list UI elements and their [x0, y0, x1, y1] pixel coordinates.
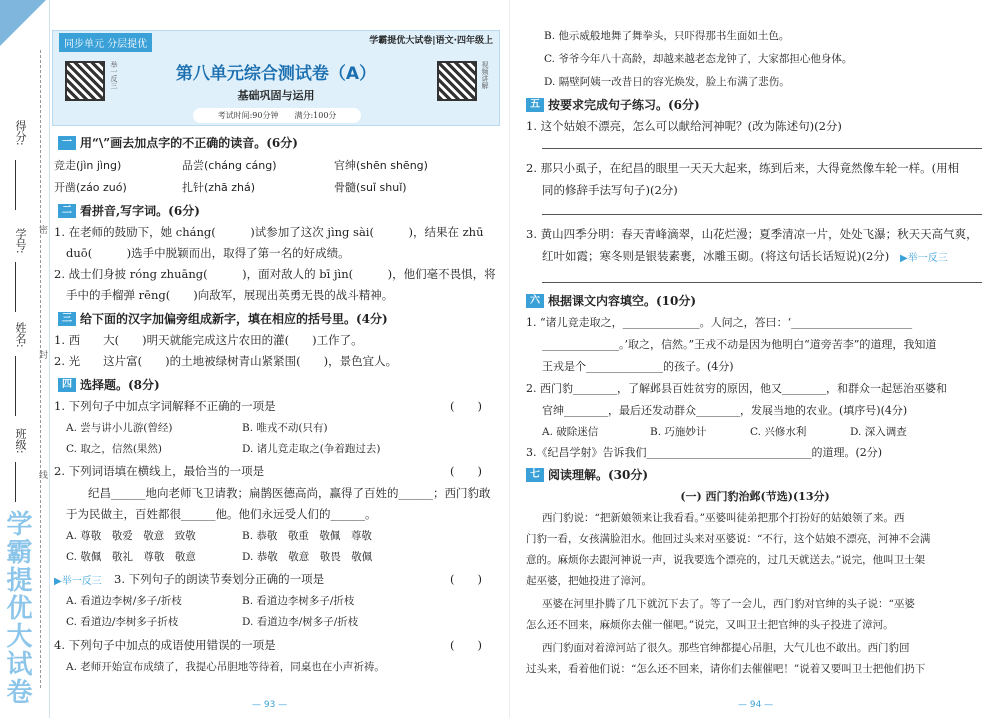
option: B. 看道边李树多子/折枝: [242, 595, 355, 607]
section-6-heading: 六 根据课文内容填空。(10分): [526, 292, 696, 309]
binding-spine: [0, 0, 50, 718]
section-2-heading: 二 看拼音,写字词。(6分): [58, 202, 200, 219]
pinyin-item: 竞走(jìn jìng): [54, 159, 122, 172]
series-vertical-title: 学霸提优大试卷: [2, 510, 32, 706]
option: D. 深入调查: [850, 426, 907, 438]
option: C. 取之，信然(果然): [66, 443, 163, 455]
name-line: [15, 356, 16, 416]
section-1-heading: 一 用“\”画去加点字的不正确的读音。(6分): [58, 134, 298, 151]
passage-line: 西门豹说：“把新娘领来让我看看。”巫婆叫徒弟把那个打扮好的姑娘领了来。西: [542, 512, 905, 524]
section-3-heading: 三 给下面的汉字加偏旁组成新字，填在相应的括号里。(4分): [58, 310, 388, 327]
question-stem: 3.《纪昌学射》告诉我们______________________________的道理。(2分): [526, 446, 883, 459]
unit-tag: 同步单元 分层提优: [59, 33, 152, 52]
question-stem: 1. 这个姑娘不漂亮，怎么可以献给河神呢？(改为陈述句)(2分): [526, 119, 842, 133]
class-label: 班级:: [14, 428, 27, 454]
question-line: 于为民做主，百姓都很______他。他们永远受人们的______。: [66, 507, 377, 521]
qr-right-caption: 视频讲解: [481, 61, 489, 89]
question-line: 王戎是个______________的孩子。(4分): [542, 360, 734, 373]
test-subtitle: 基础巩固与运用: [237, 89, 315, 102]
question-line: 2. 光 这片富( )的土地被绿树青山紧紧围( )，景色宜人。: [54, 354, 398, 368]
answer-paren[interactable]: ( ): [450, 638, 482, 652]
score-line: [15, 160, 16, 210]
question-stem: 1. “诸儿竞走取之，______________。人问之，答曰：‘______________________: [526, 316, 913, 329]
option: A. 尝与讲小儿游(曾经): [66, 422, 173, 434]
practice-tag: ▶举一反三: [54, 576, 102, 587]
right-page: [520, 0, 990, 718]
question-stem: 4. 下列句子中加点的成语使用错误的一项是: [54, 638, 276, 652]
option: B. 唯戎不动(只有): [242, 422, 328, 434]
left-page: [52, 0, 500, 718]
question-line: ______________。’取之，信然。”王戎不动是因为他明白“道旁苦李”的道理，我知道: [542, 338, 937, 351]
question-stem: 3. 黄山四季分明：春天青峰滴翠，山花烂漫；夏季清凉一片，处处飞瀑；秋天天高气爽，: [526, 227, 978, 241]
passage-line: 意的。麻烦你去跟河神说一声，说我要选个漂亮的，过几天就送去。”说完，他叫卫士架: [526, 554, 926, 566]
series-label: 学霸提优大试卷|语文·四年级上: [369, 36, 493, 46]
answer-paren[interactable]: ( ): [450, 572, 482, 586]
question-line: 纪昌______地向老师飞卫请教；扁鹊医德高尚，赢得了百姓的______；西门豹敢: [88, 486, 491, 500]
class-line: [15, 462, 16, 502]
option: B. 巧施妙计: [650, 426, 707, 438]
pinyin-item: 官绅(shēn shēng): [334, 159, 428, 172]
question-stem: 3. 下列句子的朗读节奏划分正确的一项是: [114, 572, 325, 586]
question-line: 1. 在老师的鼓励下，她 cháng( )试参加了这次 jìng sài( )，结果在 zhū: [54, 225, 484, 239]
option: A. 尊敬 敬爱 敬意 致敬: [66, 530, 196, 542]
question-line: duō( )选手中脱颖而出，取得了第一名的好成绩。: [66, 246, 350, 260]
question-line: 手中的手榴弹 rēng( )向敌军，展现出英勇无畏的战斗精神。: [66, 288, 394, 302]
question-line: 官绅________，最后还发动群众________，发展当地的农业。(填序号)(4分): [542, 404, 908, 417]
option: B. 恭敬 敬重 敬佩 尊敬: [242, 530, 372, 542]
option: D. 恭敬 敬意 敬畏 敬佩: [242, 551, 373, 563]
option: C. 看道边/李树多子折枝: [66, 616, 179, 628]
seal-char-1: 密: [37, 225, 47, 234]
option: C. 爷爷今年八十高龄，却越来越老态龙钟了，大家都担心他身体。: [544, 53, 853, 65]
passage-line: 过头来，看着他们说：“怎么还不回来，请你们去催催吧！”说着又要叫卫士把他们扔下: [526, 663, 926, 675]
option: C. 兴修水利: [750, 426, 807, 438]
name-label: 姓名:: [14, 322, 27, 348]
cut-line: [40, 50, 41, 688]
option: B. 他示威般地舞了舞拳头，只吓得那书生面如土色。: [544, 30, 790, 42]
question-line: 红叶如霞；寒冬则是银装素裹，冰雕玉砌。(将这句话长话短说)(2分): [542, 249, 890, 263]
pinyin-item: 扎针(zhā zhá): [182, 181, 256, 194]
reading-title: (一) 西门豹治邺(节选)(13分): [680, 490, 830, 503]
page-number: — 94 —: [738, 700, 774, 710]
pinyin-item: 品尝(cháng cáng): [182, 159, 277, 172]
pinyin-item: 骨髓(suǐ shuǐ): [334, 181, 407, 194]
answer-line[interactable]: [542, 282, 982, 283]
student-id-line: [15, 262, 16, 312]
qr-left-caption: 举一反三: [110, 61, 118, 89]
page-divider: [509, 0, 510, 718]
page-number: — 93 —: [252, 700, 288, 710]
question-line: 2. 战士们身披 róng zhuāng( )，面对敌人的 bī jìn( )，他们毫不畏惧，将: [54, 267, 496, 281]
option: A. 老师开始宣布成绩了，我提心吊胆地等待着，同桌也在小声祈祷。: [66, 661, 385, 673]
section-5-heading: 五 按要求完成句子练习。(6分): [526, 96, 700, 113]
pinyin-item: 开凿(záo zuó): [54, 181, 127, 194]
answer-line[interactable]: [542, 148, 982, 149]
passage-line: 西门豹面对着漳河站了很久。那些官绅都提心吊胆，大气儿也不敢出。西门豹回: [542, 642, 910, 654]
option: C. 敬佩 敬礼 尊敬 敬意: [66, 551, 196, 563]
answer-line[interactable]: [542, 214, 982, 215]
passage-line: 怎么还不回来，麻烦你去催一催吧。”说完，又叫卫士把官绅的头子投进了漳河。: [526, 619, 894, 631]
option: D. 看道边李/树多子/折枝: [242, 616, 359, 628]
question-line: 1. 西 大( )明天就能完成这片农田的灌( )工作了。: [54, 333, 363, 347]
passage-line: 巫婆在河里扑腾了几下就沉下去了。等了一会儿，西门豹对官绅的头子说：“巫婆: [542, 598, 915, 610]
option: D. 诸儿竞走取之(争着跑过去): [242, 443, 381, 455]
score-label: 得分:: [14, 120, 27, 146]
option: A. 破除迷信: [542, 426, 599, 438]
exam-meta: 考试时间:90分钟 满分:100分: [193, 108, 361, 123]
answer-paren[interactable]: ( ): [450, 399, 482, 413]
section-4-heading: 四 选择题。(8分): [58, 376, 160, 393]
question-stem: 1. 下列句子中加点字词解释不正确的一项是: [54, 399, 276, 413]
seal-char-3: 线: [37, 470, 47, 479]
option: D. 隔壁阿姨一改昔日的容光焕发，脸上布满了悲伤。: [544, 76, 790, 88]
section-7-heading: 七 阅读理解。(30分): [526, 466, 648, 483]
passage-line: 起巫婆，把她投进了漳河。: [526, 575, 652, 587]
student-id-label: 学号:: [14, 228, 27, 254]
corner-triangle: [0, 0, 46, 46]
answer-paren[interactable]: ( ): [450, 464, 482, 478]
practice-tag: ▶举一反三: [900, 253, 948, 264]
test-title: 第八单元综合测试卷（A）: [175, 64, 377, 84]
test-header: [52, 30, 500, 126]
question-stem: 2. 西门豹________，了解邺县百姓贫穷的原因，他又________，和群众一起惩治巫婆和: [526, 382, 947, 395]
option: A. 看道边李树/多子/折枝: [66, 595, 182, 607]
seal-char-2: 封: [37, 350, 47, 359]
question-line: 同的修辞手法写句子)(2分): [542, 183, 678, 197]
question-stem: 2. 下列词语填在横线上，最恰当的一项是: [54, 464, 265, 478]
question-stem: 2. 那只小虱子，在纪昌的眼里一天天大起来，练到后来，大得竟然像车轮一样。(用相: [526, 161, 960, 175]
passage-line: 门豹一看，女孩满脸泪水。他回过头来对巫婆说：“不行，这个姑娘不漂亮，河神不会满: [526, 533, 931, 545]
